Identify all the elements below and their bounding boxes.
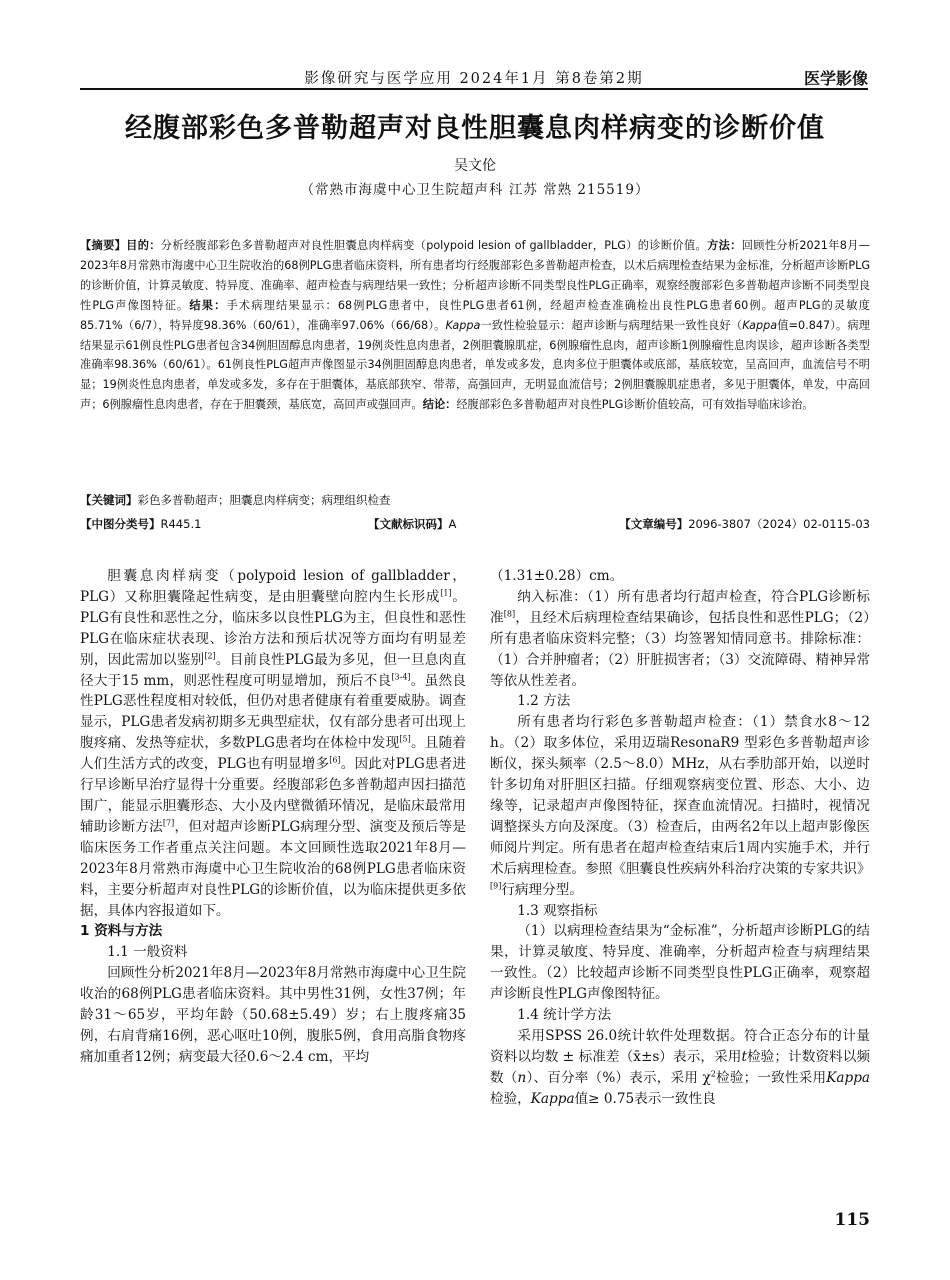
- abstract: [80, 236, 870, 415]
- document-code: 【文献标识码】A: [368, 517, 457, 531]
- general-data-continued: （1.31±0.28）cm。: [490, 568, 624, 584]
- result-label: 结果：: [189, 298, 227, 312]
- page-number: 115: [834, 1210, 870, 1230]
- kappa-term: Kappa: [742, 318, 778, 332]
- left-column: [80, 566, 466, 1068]
- citation[interactable]: [7]: [162, 818, 175, 828]
- article-title: 经腹部彩色多普勒超声对良性胆囊息肉样病变的诊断价值: [125, 113, 825, 144]
- subsection-heading: 1.1 一般资料: [107, 944, 188, 961]
- keywords: [80, 492, 870, 508]
- subsection-heading: 1.4 统计学方法: [517, 1007, 612, 1024]
- method-text: 回顾性分析2021年8月—2023年8月常熟市海虞中心卫生院收治的68例PLG患者临床资料，所有患者均行经腹部彩色多普勒超声检查，以术后病理检查结果为金标准，分析超声诊断PLG的诊断价值，计算灵敏度、特异度、准确率、超声检查与病理结果一致性；分析超声诊断不同类型良性PLG正确率，观察经腹部彩色多普勒超声诊断不同类型良性PLG声像图特征。: [80, 239, 870, 312]
- author: 吴文伦: [454, 158, 496, 174]
- conclusion-label: 结论：: [422, 398, 457, 412]
- section-name: 医学影像: [803, 69, 868, 88]
- result-text-c: 值=0.847）。病理结果显示61例良性PLG患者包含34例胆固醇息肉患者，19例炎性息肉患者，2例胆囊腺肌症，6例腺瘤性息肉，超声诊断1例腺瘤性息肉误诊，超声诊断各类型准确率98.36%（60/61）。61例良性PLG超声声像图显示34例胆固醇息肉患者，单发或多发，息肉多位于胆囊体或底部，基底较宽，呈高回声，血流信号不明显；19例炎性息肉患者，单发或多发，多存在于胆囊体，基底部狭窄、带蒂，高强回声，无明显血流信号；2例胆囊腺肌症患者，多见于胆囊体，单发，中高回声；6例腺瘤性息肉患者，存在于胆囊颈，基底宽，高回声或强回声。: [80, 318, 870, 412]
- citation[interactable]: [1]: [440, 588, 452, 598]
- abstract-label: 【摘要】: [80, 239, 127, 252]
- criteria-paragraph: 纳入标准：（1）所有患者均行超声检查，符合PLG诊断标准[8]，且经术后病理检查结果确诊，包括良性和恶性PLG；（2）所有患者临床资料完整；（3）均签署知情同意书。排除标准：（1）合并肿瘤者；（2）肝脏损害者；（3）交流障碍、精神异常等依从性差者。: [490, 588, 870, 689]
- header-rule: [80, 88, 868, 90]
- statistics-paragraph: 采用SPSS 26.0统计软件处理数据。符合正态分布的计量资料以均数 ± 标准差（x̄±s）表示，采用t检验；计数资料以频数（n）、百分率（%）表示，采用 $\chi^2$检验；一致性采用Kappa检验，Kappa值≥ 0.75表示一致性良: [490, 1027, 871, 1107]
- subsection-heading: 1.3 观察指标: [517, 902, 598, 919]
- keywords-label: 【关键词】: [80, 493, 138, 507]
- citation[interactable]: [2]: [204, 651, 216, 661]
- affiliation: （常熟市海虞中心卫生院超声科 江苏 常熟 215519）: [300, 182, 650, 198]
- conclusion-text: 经腹部彩色多普勒超声对良性PLG诊断价值较高，可有效指导临床诊治。: [456, 398, 814, 412]
- article-id: 【文章编号】2096-3807（2024）02-0115-03: [619, 517, 870, 531]
- objective-text: 分析经腹部彩色多普勒超声对良性胆囊息肉样病变（polypoid lesion of gallbladder，PLG）的诊断价值。: [160, 239, 708, 252]
- objective-label: 目的：: [126, 239, 161, 252]
- result-text-b: 一致性检验显示：超声诊断与病理结果一致性良好（: [480, 318, 743, 332]
- general-data-paragraph: 回顾性分析2021年8月—2023年8月常熟市海虞中心卫生院收治的68例PLG患者临床资料。其中男性31例，女性37例；年龄31～65岁，平均年龄（50.68±5.49）岁；右上腹疼痛35例，右肩背痛16例，恶心呕吐10例，腹胀5例，食用高脂食物疼痛加重者12例；病变最大径0.6～2.4 cm，平均: [80, 965, 466, 1065]
- method-label: 方法：: [707, 239, 742, 252]
- indicator-paragraph: （1）以病理检查结果为“金标准”，分析超声诊断PLG的结果，计算灵敏度、特异度、准确率，分析超声检查与病理结果一致性。（2）比较超声诊断不同类型良性PLG正确率，观察超声诊断良性PLG声像图特征。: [490, 923, 870, 1003]
- kappa-term: Kappa: [445, 318, 481, 332]
- citation[interactable]: [8]: [503, 609, 516, 619]
- classification-line: [80, 516, 870, 536]
- keywords-text: 彩色多普勒超声；胆囊息肉样病变；病理组织检查: [137, 493, 391, 507]
- right-column: [490, 566, 870, 1110]
- citation[interactable]: [3-4]: [391, 672, 411, 681]
- method-paragraph: 所有患者均行彩色多普勒超声检查：（1）禁食水8～12 h。（2）取多体位，采用迈瑞ResonaR9 型彩色多普勒超声诊断仪，探头频率（2.5～8.0）MHz，从右季肋部开始，以逆时针多切角对肝胆区扫描。仔细观察病变位置、形态、大小、边缘等，记录超声声像图特征，探查血流情况。扫描时，视情况调整探头方向及深度。（3）检查后，由两名2年以上超声影像医师阅片判定。所有患者在超声检查结束后1周内实施手术，并行术后病理检查。参照《胆囊良性疾病外科治疗决策的专家共识》[9]行病理分型。: [490, 714, 871, 898]
- section-heading: 1 资料与方法: [80, 923, 163, 940]
- citation[interactable]: [9]: [490, 881, 502, 891]
- citation[interactable]: [5]: [399, 734, 411, 744]
- intro-paragraph: 胆囊息肉样病变（polypoid lesion of gallbladder，PLG）又称胆囊隆起性病变，是由胆囊壁向腔内生长形成[1]。PLG有良性和恶性之分，临床多以良性PLG为主，但良性和恶性PLG在临床症状表现、诊治方法和预后状况等方面均有明显差别，因此需加以鉴别[2]。目前良性PLG最为多见，但一旦息肉直径大于15 mm，则恶性程度可明显增加，预后不良[3-4]。虽然良性PLG恶性程度相对较低，但仍对患者健康有着重要威胁。调查显示，PLG患者发病初期多无典型症状，仅有部分患者可出现上腹疼痛、发热等症状，多数PLG患者均在体检中发现[5]。且随着人们生活方式的改变，PLG也有明显增多[6]。因此对PLG患者进行早诊断早治疗显得十分重要。经腹部彩色多普勒超声因扫描范围广，能显示胆囊形态、大小及内壁微循环情况，是临床最常用辅助诊断方法[7]，但对超声诊断PLG病理分型、演变及预后等是临床医务工作者重点关注问题。本文回顾性选取2021年8月—2023年8月常熟市海虞中心卫生院收治的68例PLG患者临床资料，主要分析超声对良性PLG的诊断价值，以为临床提供更多依据，具体内容报道如下。: [80, 568, 467, 919]
- journal-info: 影像研究与医学应用 2024年1月 第8卷第2期: [304, 71, 644, 87]
- result-text-a: 手术病理结果显示：68例PLG患者中，良性PLG患者61例，经超声检查准确检出良性PLG患者60例。超声PLG的灵敏度85.71%（6/7），特异度98.36%（60/61），准确率97.06%（66/68）。: [80, 298, 870, 332]
- running-header: [80, 64, 868, 90]
- clc-number: 【中图分类号】R445.1: [80, 517, 202, 531]
- subsection-heading: 1.2 方法: [517, 693, 571, 710]
- citation[interactable]: [6]: [329, 755, 341, 765]
